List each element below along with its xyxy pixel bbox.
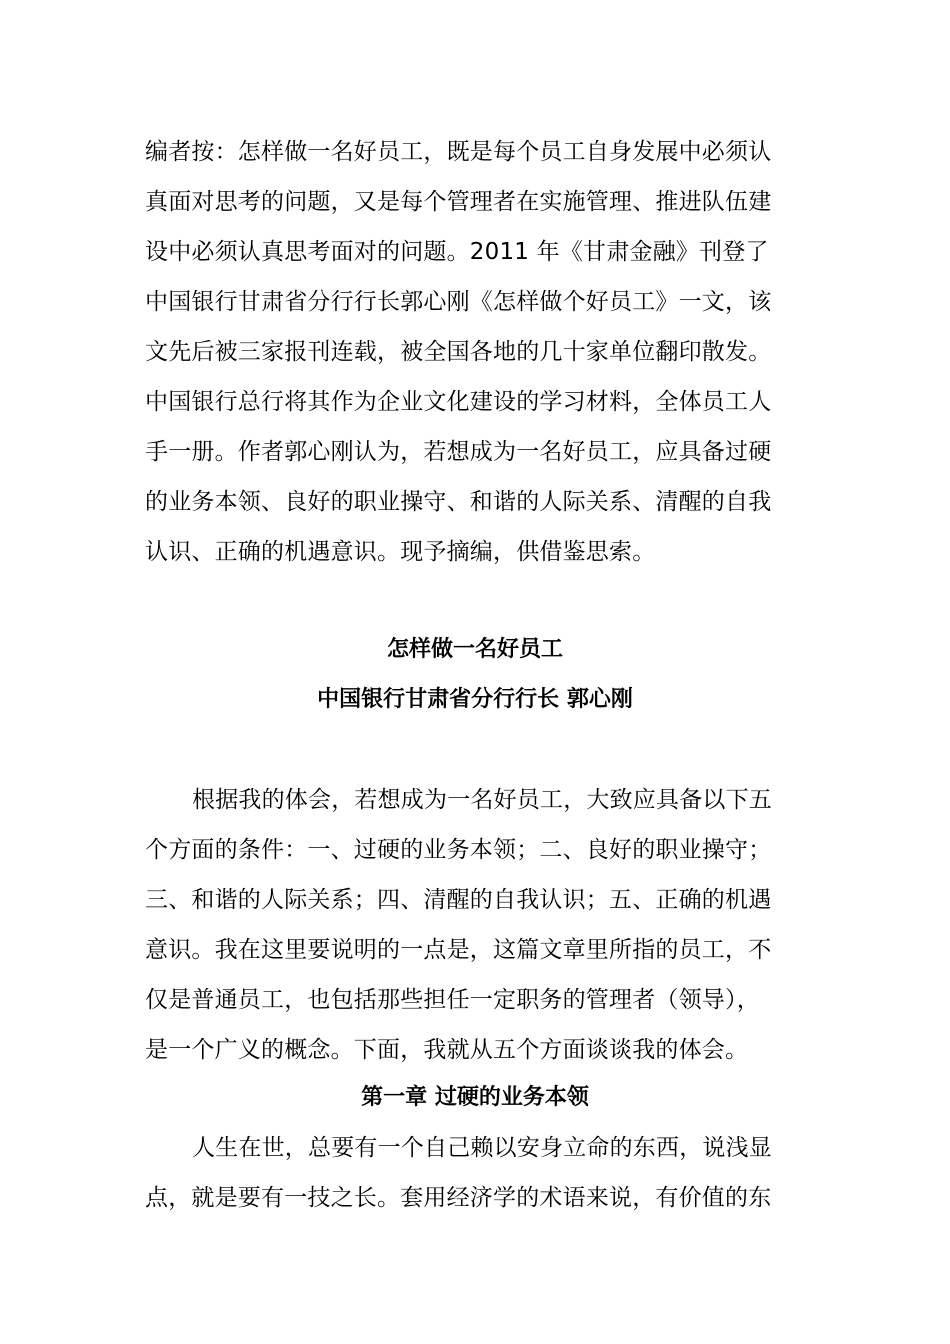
intro-line: 仅是普通员工，也包括那些担任一定职务的管理者（领导）， bbox=[145, 987, 760, 1013]
intro-line: 个方面的条件：一、过硬的业务本领；二、良好的职业操守； bbox=[145, 837, 772, 863]
intro-line: 意识。我在这里要说明的一点是，这篇文章里所指的员工，不 bbox=[145, 937, 772, 963]
intro-line: 三、和谐的人际关系；四、清醒的自我认识；五、正确的机遇 bbox=[145, 887, 772, 913]
editor-note-line: 文先后被三家报刊连载，被全国各地的几十家单位翻印散发。 bbox=[145, 339, 772, 365]
editor-note-line: 认识、正确的机遇意识。现予摘编，供借鉴思索。 bbox=[145, 539, 656, 565]
editor-note-line: 设中必须认真思考面对的问题。2011 年《甘肃金融》刊登了 bbox=[145, 239, 769, 265]
article-title: 怎样做一名好员工 bbox=[386, 637, 563, 662]
editor-note-line: 中国银行甘肃省分行行长郭心刚《怎样做个好员工》一文，该 bbox=[145, 289, 772, 315]
chapter-body-line: 人生在世，总要有一个自己赖以安身立命的东西，说浅显 bbox=[192, 1135, 772, 1161]
editor-note-line: 真面对思考的问题，又是每个管理者在实施管理、推进队伍建 bbox=[145, 189, 772, 215]
editor-note-line: 中国银行总行将其作为企业文化建设的学习材料，全体员工人 bbox=[145, 389, 772, 415]
intro-line: 是一个广义的概念。下面，我就从五个方面谈谈我的体会。 bbox=[145, 1037, 749, 1063]
chapter-heading: 第一章 过硬的业务本领 bbox=[361, 1085, 589, 1110]
editor-note-line: 的业务本领、良好的职业操守、和谐的人际关系、清醒的自我 bbox=[145, 489, 772, 515]
chapter-body-line: 点，就是要有一技之长。套用经济学的术语来说，有价值的东 bbox=[145, 1185, 772, 1211]
intro-line: 根据我的体会，若想成为一名好员工，大致应具备以下五 bbox=[192, 787, 772, 813]
editor-note-line: 手一册。作者郭心刚认为，若想成为一名好员工，应具备过硬 bbox=[145, 439, 772, 465]
article-byline: 中国银行甘肃省分行行长 郭心刚 bbox=[317, 687, 633, 712]
editor-note-line: 编者按：怎样做一名好员工，既是每个员工自身发展中必须认 bbox=[145, 139, 772, 165]
